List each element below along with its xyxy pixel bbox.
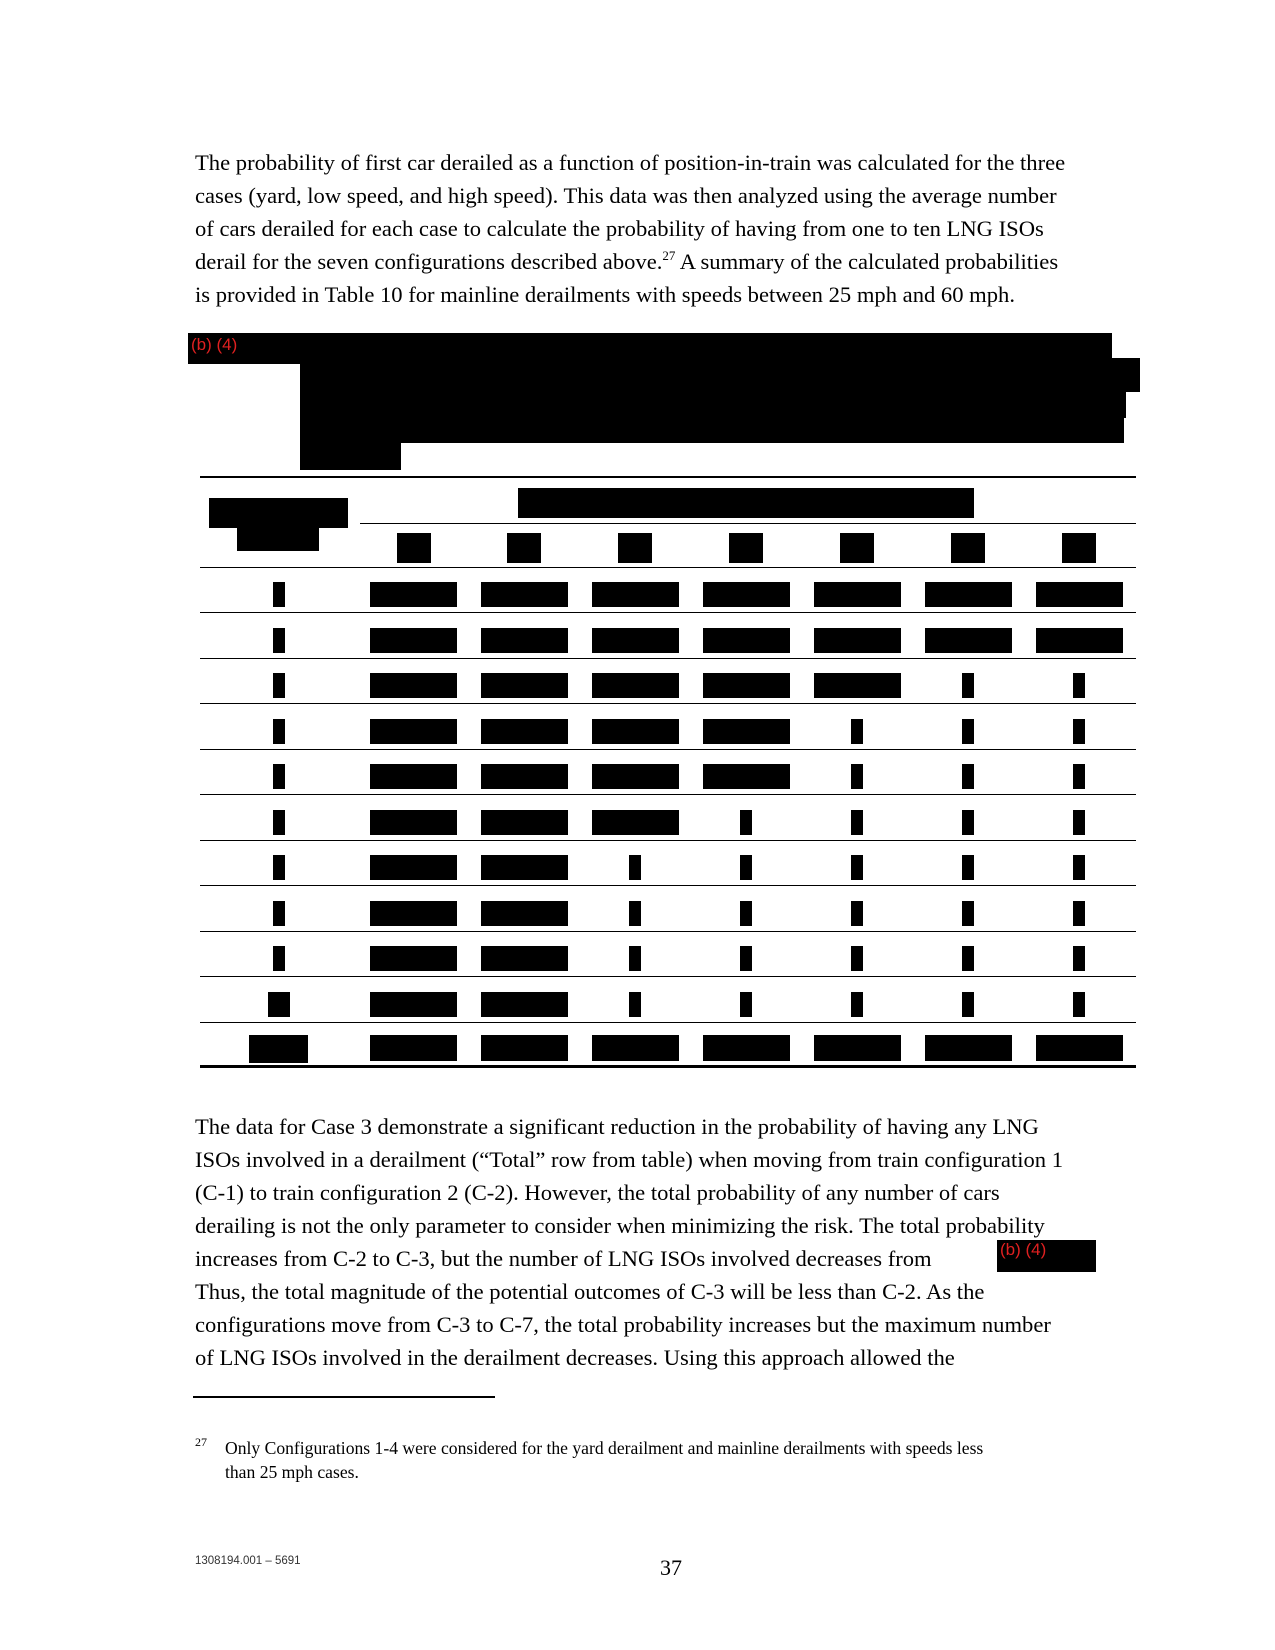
footnote-number: 27 (195, 1435, 207, 1449)
table-rule (200, 976, 1136, 977)
text-line: is provided in Table 10 for mainline derailments with speeds between 25 mph and 60 mph. (195, 282, 1015, 307)
redaction-box (300, 390, 1126, 418)
row-label-redaction (273, 719, 285, 744)
cell-redaction (851, 855, 863, 880)
cell-redaction (592, 673, 679, 698)
row-label-redaction (273, 810, 285, 835)
table-header-redaction (518, 488, 974, 518)
cell-redaction (370, 628, 457, 653)
redaction-box (300, 416, 1124, 443)
table-rule (200, 658, 1136, 659)
row-label-redaction (273, 946, 285, 971)
cell-redaction (481, 1035, 568, 1061)
text-line: The data for Case 3 demonstrate a significant reduction in the probability of having any LNG (195, 1114, 1039, 1139)
cell-redaction (370, 992, 457, 1017)
cell-redaction (629, 992, 641, 1017)
cell-redaction (370, 810, 457, 835)
cell-redaction (703, 764, 790, 789)
row-label-redaction (273, 628, 285, 653)
cell-redaction (814, 1035, 901, 1061)
row-label-redaction (273, 901, 285, 926)
cell-redaction (592, 810, 679, 835)
cell-redaction (962, 901, 974, 926)
cell-redaction (740, 992, 752, 1017)
cell-redaction (1073, 901, 1085, 926)
row-label-redaction (268, 992, 290, 1017)
cell-redaction (851, 764, 863, 789)
cell-redaction (814, 582, 901, 607)
cell-redaction (1073, 673, 1085, 698)
cell-redaction (962, 764, 974, 789)
text-segment: derail for the seven configurations described above. (195, 249, 663, 274)
table-header-redaction (237, 525, 319, 551)
cell-redaction (481, 719, 568, 744)
cell-redaction (481, 992, 568, 1017)
text-line: of cars derailed for each case to calculate the probability of having from one to ten LNG ISOs (195, 216, 1044, 241)
footnote-text (225, 1436, 1155, 1484)
table-rule (200, 1065, 1136, 1068)
cell-redaction (925, 628, 1012, 653)
cell-redaction (962, 673, 974, 698)
table-rule (200, 885, 1136, 886)
cell-redaction (370, 946, 457, 971)
page-number: 37 (660, 1555, 682, 1580)
cell-redaction (1073, 992, 1085, 1017)
table-rule (200, 703, 1136, 704)
cell-redaction (1036, 1035, 1123, 1061)
cell-redaction (370, 582, 457, 607)
redaction-label: (b) (4) (191, 335, 238, 354)
cell-redaction (481, 628, 568, 653)
cell-redaction (851, 992, 863, 1017)
column-header-redaction (951, 533, 985, 563)
cell-redaction (592, 764, 679, 789)
cell-redaction (1036, 628, 1123, 653)
cell-redaction (592, 582, 679, 607)
text-line: (C-1) to train configuration 2 (C-2). However, the total probability of any number of cars (195, 1180, 1000, 1205)
text-line: increases from C-2 to C-3, but the number of LNG ISOs involved decreases from (195, 1246, 932, 1271)
cell-redaction (703, 1035, 790, 1061)
footnote-line: than 25 mph cases. (225, 1462, 359, 1482)
cell-redaction (481, 901, 568, 926)
table-rule (360, 523, 1136, 524)
table-rule (200, 1022, 1136, 1023)
table-rule (200, 840, 1136, 841)
text-line: cases (yard, low speed, and high speed). This data was then analyzed using the average number (195, 183, 1057, 208)
text-line: ISOs involved in a derailment (“Total” row from table) when moving from train configuration 1 (195, 1147, 1064, 1172)
cell-redaction (962, 946, 974, 971)
cell-redaction (962, 855, 974, 880)
cell-redaction (814, 673, 901, 698)
footnote-line: Only Configurations 1-4 were considered for the yard derailment and mainline derailments with speeds less (225, 1438, 984, 1458)
cell-redaction (703, 628, 790, 653)
column-header-redaction (618, 533, 652, 563)
cell-redaction (703, 673, 790, 698)
row-label-redaction (273, 764, 285, 789)
cell-redaction (814, 628, 901, 653)
redaction-box (300, 441, 401, 470)
table-rule (200, 794, 1136, 795)
cell-redaction (592, 719, 679, 744)
cell-redaction (851, 719, 863, 744)
cell-redaction (1073, 946, 1085, 971)
footnote-separator (193, 1396, 495, 1398)
cell-redaction (962, 719, 974, 744)
cell-redaction (740, 946, 752, 971)
text-line: derailing is not the only parameter to consider when minimizing the risk. The total probability (195, 1213, 1045, 1238)
cell-redaction (481, 946, 568, 971)
column-header-redaction (397, 533, 431, 563)
cell-redaction (1073, 810, 1085, 835)
cell-redaction (629, 901, 641, 926)
cell-redaction (1073, 855, 1085, 880)
cell-redaction (851, 946, 863, 971)
cell-redaction (925, 1035, 1012, 1061)
column-header-redaction (1062, 533, 1096, 563)
total-label-redaction (249, 1035, 308, 1063)
text-line (195, 245, 1170, 278)
text-line: configurations move from C-3 to C-7, the total probability increases but the maximum number (195, 1312, 1051, 1337)
table-rule (200, 931, 1136, 932)
text-line: of LNG ISOs involved in the derailment decreases. Using this approach allowed the (195, 1345, 955, 1370)
cell-redaction (370, 901, 457, 926)
cell-redaction (481, 764, 568, 789)
cell-redaction (481, 582, 568, 607)
cell-redaction (370, 764, 457, 789)
cell-redaction (703, 719, 790, 744)
document-id: 1308194.001 – 5691 (195, 1555, 301, 1567)
cell-redaction (962, 992, 974, 1017)
cell-redaction (962, 810, 974, 835)
table-rule (200, 612, 1136, 613)
cell-redaction (740, 810, 752, 835)
text-line: Thus, the total magnitude of the potential outcomes of C-3 will be less than C-2. As the (195, 1279, 985, 1304)
cell-redaction (629, 946, 641, 971)
column-header-redaction (507, 533, 541, 563)
cell-redaction (703, 582, 790, 607)
table-rule (200, 749, 1136, 750)
column-header-redaction (729, 533, 763, 563)
table-header-redaction (209, 498, 348, 528)
footnote-reference[interactable]: 27 (662, 248, 676, 263)
cell-redaction (481, 855, 568, 880)
cell-redaction (370, 673, 457, 698)
text-segment: A summary of the calculated probabilities (679, 249, 1059, 274)
cell-redaction (1036, 582, 1123, 607)
cell-redaction (1073, 719, 1085, 744)
row-label-redaction (273, 582, 285, 607)
intro-paragraph (195, 146, 1170, 311)
table-rule (200, 476, 1136, 478)
cell-redaction (740, 901, 752, 926)
cell-redaction (370, 719, 457, 744)
cell-redaction (370, 855, 457, 880)
cell-redaction (1073, 764, 1085, 789)
cell-redaction (629, 855, 641, 880)
cell-redaction (481, 673, 568, 698)
column-header-redaction (840, 533, 874, 563)
row-label-redaction (273, 855, 285, 880)
cell-redaction (592, 1035, 679, 1061)
cell-redaction (925, 582, 1012, 607)
cell-redaction (851, 901, 863, 926)
cell-redaction (592, 628, 679, 653)
cell-redaction (481, 810, 568, 835)
inline-redaction-label: (b) (4) (1000, 1240, 1047, 1259)
table-rule (200, 567, 1136, 568)
cell-redaction (851, 810, 863, 835)
redaction-box (300, 358, 1140, 392)
row-label-redaction (273, 673, 285, 698)
text-line: The probability of first car derailed as a function of position-in-train was calculated for the three (195, 150, 1066, 175)
cell-redaction (370, 1035, 457, 1061)
cell-redaction (740, 855, 752, 880)
